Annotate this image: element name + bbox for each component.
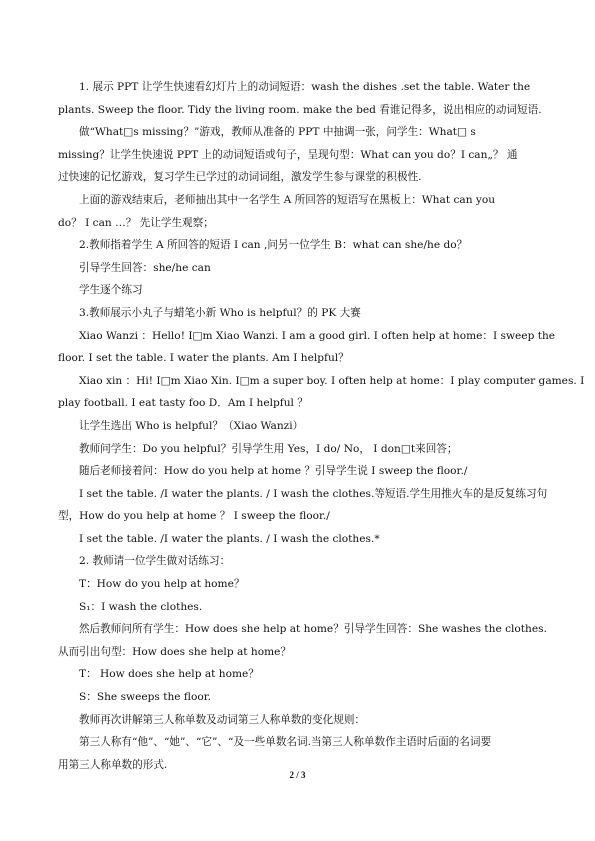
text-line: Xiao xin ：Hi! I□m Xiao Xin. I□m a super boy. I often help at home：I play computer games. I <box>79 374 585 387</box>
paragraph <box>58 618 547 663</box>
paragraph <box>58 460 543 483</box>
paragraph <box>58 663 543 686</box>
text-line: plants. Sweep the floor. Tidy the living room. make the bed 看谁记得多，说出相应的动词短语. <box>58 103 542 116</box>
paragraph <box>58 257 543 280</box>
paragraph <box>58 121 543 189</box>
text-line: 从而引出句型：How does she help at home？ <box>58 645 292 658</box>
paragraph <box>58 325 556 370</box>
text-line: 用第三人称单数的形式. <box>58 758 168 771</box>
text-line: 教师再次讲解第三人称单数及动词第三人称单数的变化规则： <box>79 713 366 726</box>
text-line: do？ I can …？ 先让学生观察； <box>58 216 214 229</box>
text-line: 第三人称有“他”、“她”、“它”、“及一些单数名词.当第三人称单数作主语时后面的名词要 <box>79 736 492 749</box>
text-line: 2.教师指着学生 A 所回答的短语 I can ,问另一位学生 B：what can she/he do？ <box>79 239 468 252</box>
paragraph <box>58 415 543 438</box>
text-line: 1. 展示 PPT 让学生快速看幻灯片上的动词短语：wash the dishes .set the table. Water the <box>79 81 531 93</box>
text-line: floor. I set the table. I water the plants. Am I helpful？ <box>58 352 349 365</box>
paragraph <box>58 370 585 415</box>
paragraph <box>58 76 543 121</box>
paragraph <box>58 189 543 234</box>
text-line: play football. I eat tasty foo D．Am I helpful ？ <box>58 397 308 410</box>
text-line: 3.教师展示小丸子与蜡笔小新 Who is helpful？的 PK 大赛 <box>79 306 361 319</box>
paragraph <box>58 438 543 461</box>
paragraph <box>58 709 543 732</box>
paragraph <box>58 550 543 573</box>
page-number: 2 / 3 <box>289 770 306 780</box>
text-line: S：She sweeps the floor. <box>79 691 212 704</box>
text-line: 做“What□s missing？”游戏，教师从准备的 PPT 中抽调一张，问学生：What□ s <box>79 126 476 139</box>
paragraph <box>58 279 543 302</box>
text-line: 然后教师问所有学生：How does she help at home？引导学生回答：She washes the clothes. <box>79 623 547 636</box>
paragraph <box>58 302 543 325</box>
text-line: I set the table. /I water the plants. / I wash the clothes.* <box>79 532 380 545</box>
text-line: 让学生选出 Who is helpful？（Xiao Wanzi） <box>79 419 304 432</box>
paragraph <box>58 686 543 709</box>
paragraph <box>58 483 548 528</box>
text-line: 学生逐个练习 <box>79 284 143 297</box>
text-line: 2. 教师请一位学生做对话练习： <box>79 555 231 568</box>
paragraph <box>58 573 543 596</box>
text-line: 教师问学生：Do you helpful？引导学生用 Yes，I do/ No， I don□t来回答； <box>79 442 458 455</box>
paragraph <box>58 234 543 257</box>
text-line: S₁：I wash the clothes. <box>79 600 203 613</box>
text-line: 上面的游戏结束后，老师抽出其中一名学生 A 所回答的短语写在黑板上：What can you <box>79 193 496 206</box>
paragraph <box>58 528 543 551</box>
text-line: I set the table. /I water the plants. / I wash the clothes.等短语.学生用推火车的是反复练习句 <box>79 487 548 500</box>
text-line: T： How does she help at home？ <box>79 668 259 681</box>
text-line: 随后老师接着问：How do you help at home ？引导学生说 I sweep the floor./ <box>79 465 468 478</box>
text-line: 过快速的记忆游戏，复习学生已学过的动词词组，激发学生参与课堂的积极性. <box>58 171 422 184</box>
text-line: missing？让学生快速说 PPT 上的动词短语或句子，呈现句型：What can you do？I can„？ 通 <box>58 148 518 161</box>
text-line: 引导学生回答：she/he can <box>79 261 211 274</box>
document-body <box>58 76 585 776</box>
text-line: Xiao Wanzi ：Hello! I□m Xiao Wanzi. I am a good girl. I often help at home：I sweep the <box>79 329 556 342</box>
text-line: 型，How do you help at home ？ I sweep the floor./ <box>58 510 330 523</box>
text-line: T：How do you help at home？ <box>79 578 245 591</box>
paragraph <box>58 596 543 619</box>
